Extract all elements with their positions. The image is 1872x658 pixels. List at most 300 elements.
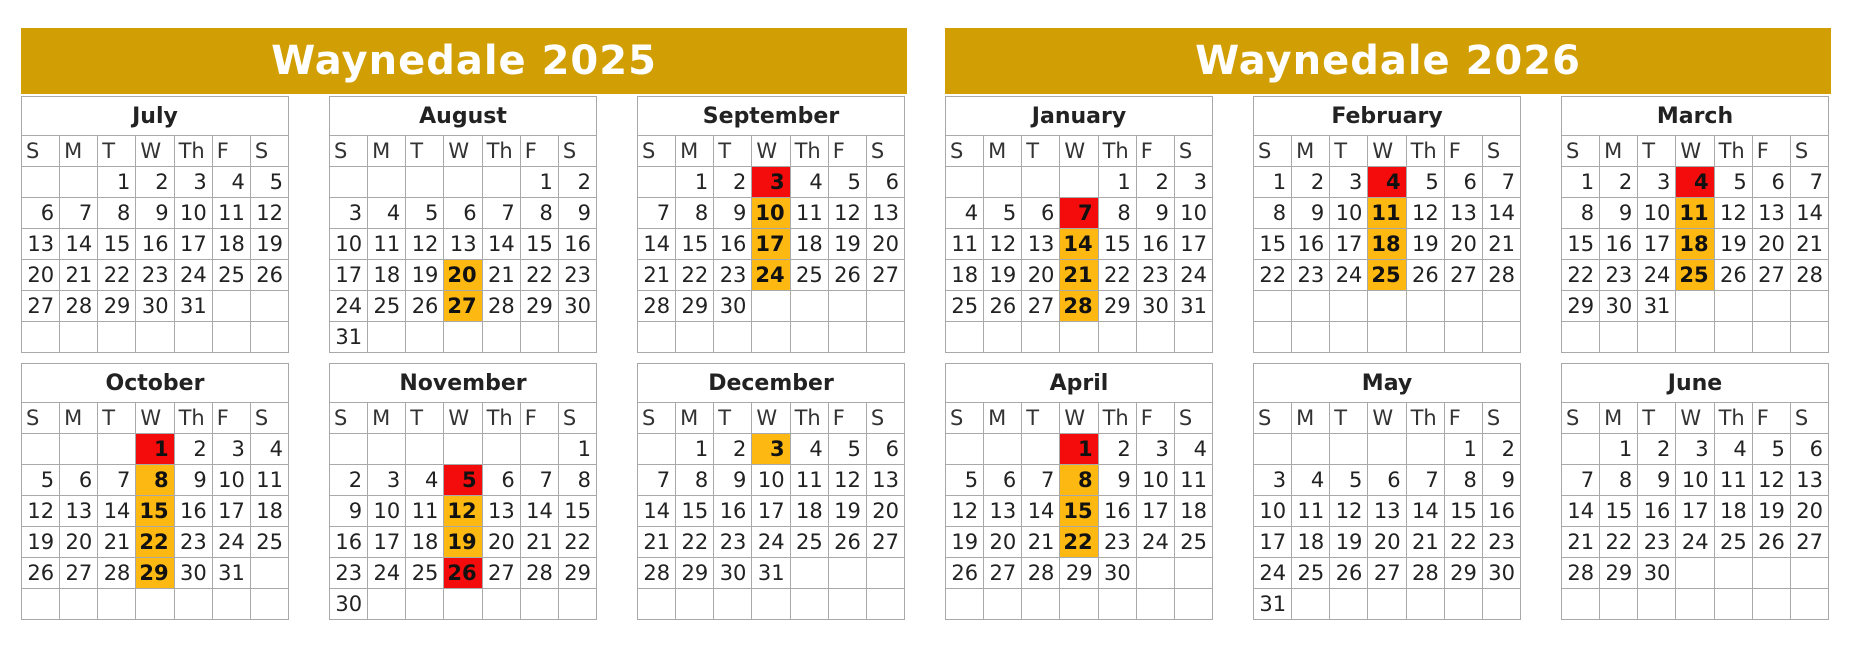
empty-day-cell (482, 322, 520, 353)
empty-day-cell (368, 434, 406, 465)
day-cell: 20 (482, 527, 520, 558)
day-cell: 5 (406, 198, 444, 229)
day-cell: 22 (676, 527, 714, 558)
day-cell: 7 (60, 198, 98, 229)
empty-day-cell (444, 589, 482, 620)
day-cell: 5 (1406, 167, 1444, 198)
empty-day-cell (1714, 322, 1752, 353)
week-row (1562, 260, 1829, 291)
day-cell: 13 (1790, 465, 1828, 496)
weekday-label: S (330, 403, 368, 434)
weekday-label: S (1562, 403, 1600, 434)
day-cell: 7 (1060, 198, 1098, 229)
day-cell: 22 (1562, 260, 1600, 291)
day-cell: 4 (1174, 434, 1212, 465)
day-cell: 7 (482, 198, 520, 229)
empty-day-cell (790, 322, 828, 353)
day-cell: 9 (1098, 465, 1136, 496)
day-cell: 19 (828, 496, 866, 527)
empty-day-cell (790, 589, 828, 620)
weekday-label: Th (1098, 136, 1136, 167)
day-cell: 18 (1292, 527, 1330, 558)
day-cell: 28 (1482, 260, 1520, 291)
day-cell: 23 (330, 558, 368, 589)
day-cell: 14 (1562, 496, 1600, 527)
empty-day-cell (444, 322, 482, 353)
day-cell: 16 (714, 496, 752, 527)
day-cell: 10 (1136, 465, 1174, 496)
empty-day-cell (638, 322, 676, 353)
weekday-label: T (1330, 403, 1368, 434)
empty-day-cell (1638, 322, 1676, 353)
day-cell: 6 (1444, 167, 1482, 198)
weekday-label: S (22, 136, 60, 167)
empty-day-cell (174, 322, 212, 353)
week-row (22, 527, 289, 558)
month-title: August (330, 97, 597, 136)
empty-day-cell (790, 291, 828, 322)
day-cell: 2 (330, 465, 368, 496)
day-cell: 13 (984, 496, 1022, 527)
day-cell: 4 (790, 434, 828, 465)
day-cell: 28 (1406, 558, 1444, 589)
day-cell: 16 (714, 229, 752, 260)
day-cell: 27 (866, 260, 904, 291)
day-cell: 21 (638, 260, 676, 291)
day-cell: 5 (22, 465, 60, 496)
day-cell: 17 (1254, 527, 1292, 558)
day-cell: 3 (1174, 167, 1212, 198)
day-cell: 27 (444, 291, 482, 322)
empty-day-cell (60, 167, 98, 198)
weekday-label: M (60, 136, 98, 167)
empty-day-cell (1022, 322, 1060, 353)
day-cell: 20 (444, 260, 482, 291)
weekday-label: S (1482, 136, 1520, 167)
empty-day-cell (368, 589, 406, 620)
week-row (1562, 465, 1829, 496)
day-cell: 14 (1060, 229, 1098, 260)
day-cell: 18 (1174, 496, 1212, 527)
week-row (1562, 558, 1829, 589)
day-cell: 23 (1136, 260, 1174, 291)
weekday-label: M (676, 136, 714, 167)
day-cell: 3 (1330, 167, 1368, 198)
empty-day-cell (368, 322, 406, 353)
week-row (330, 198, 597, 229)
empty-day-cell (1406, 589, 1444, 620)
day-cell: 17 (174, 229, 212, 260)
day-cell: 26 (22, 558, 60, 589)
day-cell: 1 (1098, 167, 1136, 198)
day-cell: 3 (330, 198, 368, 229)
day-cell: 8 (1254, 198, 1292, 229)
empty-day-cell (1676, 322, 1714, 353)
day-cell: 19 (984, 260, 1022, 291)
empty-day-cell (638, 589, 676, 620)
day-cell: 11 (790, 198, 828, 229)
day-cell: 9 (174, 465, 212, 496)
day-cell: 4 (1368, 167, 1406, 198)
day-cell: 6 (866, 434, 904, 465)
day-cell: 29 (558, 558, 596, 589)
day-cell: 14 (520, 496, 558, 527)
day-cell: 30 (1482, 558, 1520, 589)
day-cell: 3 (1254, 465, 1292, 496)
day-cell: 20 (1368, 527, 1406, 558)
weekday-label: T (98, 136, 136, 167)
weekday-label: Th (1098, 403, 1136, 434)
week-row (946, 589, 1213, 620)
day-cell: 12 (984, 229, 1022, 260)
day-cell: 27 (482, 558, 520, 589)
month-title: January (946, 97, 1213, 136)
day-cell: 11 (1714, 465, 1752, 496)
week-row (1254, 198, 1521, 229)
weekday-label: S (558, 136, 596, 167)
week-row (946, 260, 1213, 291)
empty-day-cell (676, 589, 714, 620)
weekday-label: F (1444, 403, 1482, 434)
empty-day-cell (1714, 589, 1752, 620)
weekday-label: W (1676, 136, 1714, 167)
month-title: May (1254, 364, 1521, 403)
month-title: February (1254, 97, 1521, 136)
day-cell: 26 (946, 558, 984, 589)
day-cell: 29 (520, 291, 558, 322)
month-december (637, 363, 905, 620)
day-cell: 16 (1638, 496, 1676, 527)
day-cell: 4 (790, 167, 828, 198)
day-cell: 21 (1482, 229, 1520, 260)
day-cell: 8 (676, 198, 714, 229)
weekday-label: S (330, 136, 368, 167)
week-row (1254, 589, 1521, 620)
empty-day-cell (1330, 434, 1368, 465)
day-cell: 17 (1638, 229, 1676, 260)
day-cell: 8 (136, 465, 174, 496)
day-cell: 23 (558, 260, 596, 291)
day-cell: 1 (558, 434, 596, 465)
day-cell: 22 (676, 260, 714, 291)
weekday-label: S (1562, 136, 1600, 167)
day-cell: 27 (60, 558, 98, 589)
day-cell: 3 (752, 167, 790, 198)
weekday-label: S (558, 403, 596, 434)
weekday-label: W (136, 403, 174, 434)
day-cell: 14 (98, 496, 136, 527)
weekday-label: Th (482, 136, 520, 167)
day-cell: 26 (828, 260, 866, 291)
day-cell: 24 (212, 527, 250, 558)
day-cell: 24 (174, 260, 212, 291)
day-cell: 5 (828, 434, 866, 465)
week-row (1562, 496, 1829, 527)
day-cell: 15 (558, 496, 596, 527)
day-cell: 29 (1444, 558, 1482, 589)
week-row (1562, 589, 1829, 620)
day-cell: 17 (752, 229, 790, 260)
day-cell: 16 (174, 496, 212, 527)
day-cell: 29 (1098, 291, 1136, 322)
month-march (1561, 96, 1829, 353)
day-cell: 10 (1174, 198, 1212, 229)
day-cell: 1 (98, 167, 136, 198)
empty-day-cell (1790, 558, 1828, 589)
day-cell: 6 (984, 465, 1022, 496)
day-cell: 31 (212, 558, 250, 589)
month-april (945, 363, 1213, 620)
empty-day-cell (1562, 589, 1600, 620)
empty-day-cell (1790, 291, 1828, 322)
weekday-label: S (1254, 136, 1292, 167)
day-cell: 27 (866, 527, 904, 558)
day-cell: 28 (482, 291, 520, 322)
day-cell: 20 (22, 260, 60, 291)
day-cell: 15 (98, 229, 136, 260)
weekday-label: S (638, 136, 676, 167)
day-cell: 31 (1638, 291, 1676, 322)
day-cell: 6 (22, 198, 60, 229)
day-cell: 6 (60, 465, 98, 496)
day-cell: 7 (638, 465, 676, 496)
weekday-label: S (22, 403, 60, 434)
empty-day-cell (752, 589, 790, 620)
day-cell: 4 (212, 167, 250, 198)
weekday-label: W (1368, 136, 1406, 167)
week-row (946, 465, 1213, 496)
year-banner-2026: Waynedale 2026 (945, 28, 1831, 94)
week-row (330, 589, 597, 620)
day-cell: 14 (638, 229, 676, 260)
empty-day-cell (1330, 589, 1368, 620)
empty-day-cell (1254, 322, 1292, 353)
day-cell: 4 (406, 465, 444, 496)
day-cell: 2 (1098, 434, 1136, 465)
day-cell: 2 (1482, 434, 1520, 465)
day-cell: 30 (558, 291, 596, 322)
weekday-label: Th (1406, 136, 1444, 167)
day-cell: 21 (520, 527, 558, 558)
empty-day-cell (1254, 434, 1292, 465)
day-cell: 19 (1714, 229, 1752, 260)
weekday-label: F (1136, 403, 1174, 434)
day-cell: 12 (1752, 465, 1790, 496)
empty-day-cell (520, 322, 558, 353)
day-cell: 18 (946, 260, 984, 291)
day-cell: 6 (1368, 465, 1406, 496)
day-cell: 12 (250, 198, 288, 229)
empty-day-cell (1292, 291, 1330, 322)
week-row (1254, 558, 1521, 589)
empty-day-cell (866, 558, 904, 589)
day-cell: 22 (1254, 260, 1292, 291)
empty-day-cell (752, 291, 790, 322)
weekday-label: S (250, 403, 288, 434)
day-cell: 21 (1022, 527, 1060, 558)
day-cell: 5 (1330, 465, 1368, 496)
week-row (1562, 198, 1829, 229)
day-cell: 3 (174, 167, 212, 198)
day-cell: 4 (368, 198, 406, 229)
empty-day-cell (1060, 589, 1098, 620)
day-cell: 13 (1368, 496, 1406, 527)
day-cell: 2 (136, 167, 174, 198)
day-cell: 28 (98, 558, 136, 589)
week-row (638, 496, 905, 527)
day-cell: 23 (1638, 527, 1676, 558)
weekday-label: M (984, 136, 1022, 167)
day-cell: 31 (330, 322, 368, 353)
month-table (21, 363, 289, 620)
day-cell: 9 (1292, 198, 1330, 229)
day-cell: 12 (828, 465, 866, 496)
day-cell: 29 (1600, 558, 1638, 589)
empty-day-cell (714, 589, 752, 620)
day-cell: 24 (368, 558, 406, 589)
weekday-label: Th (1714, 403, 1752, 434)
day-cell: 7 (520, 465, 558, 496)
weekday-label: W (444, 403, 482, 434)
empty-day-cell (482, 589, 520, 620)
day-cell: 13 (482, 496, 520, 527)
day-cell: 6 (1752, 167, 1790, 198)
day-cell: 23 (714, 527, 752, 558)
empty-day-cell (1136, 322, 1174, 353)
day-cell: 8 (558, 465, 596, 496)
day-cell: 15 (676, 229, 714, 260)
day-cell: 2 (1136, 167, 1174, 198)
empty-day-cell (22, 589, 60, 620)
empty-day-cell (520, 589, 558, 620)
month-table (1253, 96, 1521, 353)
day-cell: 15 (1444, 496, 1482, 527)
day-cell: 23 (1482, 527, 1520, 558)
day-cell: 1 (1060, 434, 1098, 465)
day-cell: 16 (330, 527, 368, 558)
day-cell: 26 (828, 527, 866, 558)
day-cell: 10 (1330, 198, 1368, 229)
empty-day-cell (1752, 291, 1790, 322)
week-row (638, 322, 905, 353)
weekday-label: Th (174, 136, 212, 167)
empty-day-cell (1022, 167, 1060, 198)
empty-day-cell (1482, 589, 1520, 620)
weekday-label: F (520, 136, 558, 167)
day-cell: 26 (1714, 260, 1752, 291)
empty-day-cell (1444, 291, 1482, 322)
day-cell: 10 (212, 465, 250, 496)
empty-day-cell (212, 589, 250, 620)
day-cell: 23 (1600, 260, 1638, 291)
empty-day-cell (1562, 434, 1600, 465)
empty-day-cell (1752, 558, 1790, 589)
day-cell: 29 (1562, 291, 1600, 322)
day-cell: 2 (1292, 167, 1330, 198)
weekday-label: F (1136, 136, 1174, 167)
day-cell: 22 (558, 527, 596, 558)
day-cell: 4 (1676, 167, 1714, 198)
day-cell: 11 (1368, 198, 1406, 229)
day-cell: 25 (1368, 260, 1406, 291)
week-row (1562, 322, 1829, 353)
weekday-label: F (1752, 136, 1790, 167)
day-cell: 30 (330, 589, 368, 620)
weekday-label: F (828, 136, 866, 167)
empty-day-cell (212, 291, 250, 322)
empty-day-cell (368, 167, 406, 198)
empty-day-cell (828, 558, 866, 589)
day-cell: 30 (1136, 291, 1174, 322)
weekday-label: W (1060, 403, 1098, 434)
empty-day-cell (676, 322, 714, 353)
week-row (946, 291, 1213, 322)
day-cell: 30 (136, 291, 174, 322)
empty-day-cell (1060, 322, 1098, 353)
day-cell: 8 (1098, 198, 1136, 229)
week-row (22, 198, 289, 229)
empty-day-cell (984, 322, 1022, 353)
day-cell: 15 (1600, 496, 1638, 527)
month-title: April (946, 364, 1213, 403)
empty-day-cell (1638, 589, 1676, 620)
day-cell: 26 (406, 291, 444, 322)
empty-day-cell (1600, 322, 1638, 353)
day-cell: 12 (1406, 198, 1444, 229)
empty-day-cell (1752, 322, 1790, 353)
day-cell: 20 (1022, 260, 1060, 291)
empty-day-cell (1098, 589, 1136, 620)
day-cell: 19 (444, 527, 482, 558)
day-cell: 5 (946, 465, 984, 496)
empty-day-cell (946, 322, 984, 353)
day-cell: 4 (946, 198, 984, 229)
day-cell: 12 (946, 496, 984, 527)
empty-day-cell (1482, 322, 1520, 353)
day-cell: 10 (1254, 496, 1292, 527)
day-cell: 25 (212, 260, 250, 291)
weekday-label: S (866, 136, 904, 167)
month-table (1561, 96, 1829, 353)
day-cell: 26 (1406, 260, 1444, 291)
day-cell: 12 (406, 229, 444, 260)
empty-day-cell (1790, 589, 1828, 620)
day-cell: 24 (1330, 260, 1368, 291)
empty-day-cell (1098, 322, 1136, 353)
day-cell: 7 (1482, 167, 1520, 198)
month-table (637, 363, 905, 620)
day-cell: 16 (1482, 496, 1520, 527)
week-row (1254, 465, 1521, 496)
week-row (1254, 291, 1521, 322)
day-cell: 10 (752, 198, 790, 229)
day-cell: 17 (1676, 496, 1714, 527)
weekday-label: T (714, 403, 752, 434)
month-table (1253, 363, 1521, 620)
day-cell: 8 (1562, 198, 1600, 229)
day-cell: 23 (714, 260, 752, 291)
day-cell: 3 (752, 434, 790, 465)
week-row (946, 558, 1213, 589)
day-cell: 14 (1482, 198, 1520, 229)
day-cell: 28 (1022, 558, 1060, 589)
month-november (329, 363, 597, 620)
empty-day-cell (1022, 589, 1060, 620)
day-cell: 7 (98, 465, 136, 496)
day-cell: 9 (1136, 198, 1174, 229)
day-cell: 11 (250, 465, 288, 496)
month-title: November (330, 364, 597, 403)
